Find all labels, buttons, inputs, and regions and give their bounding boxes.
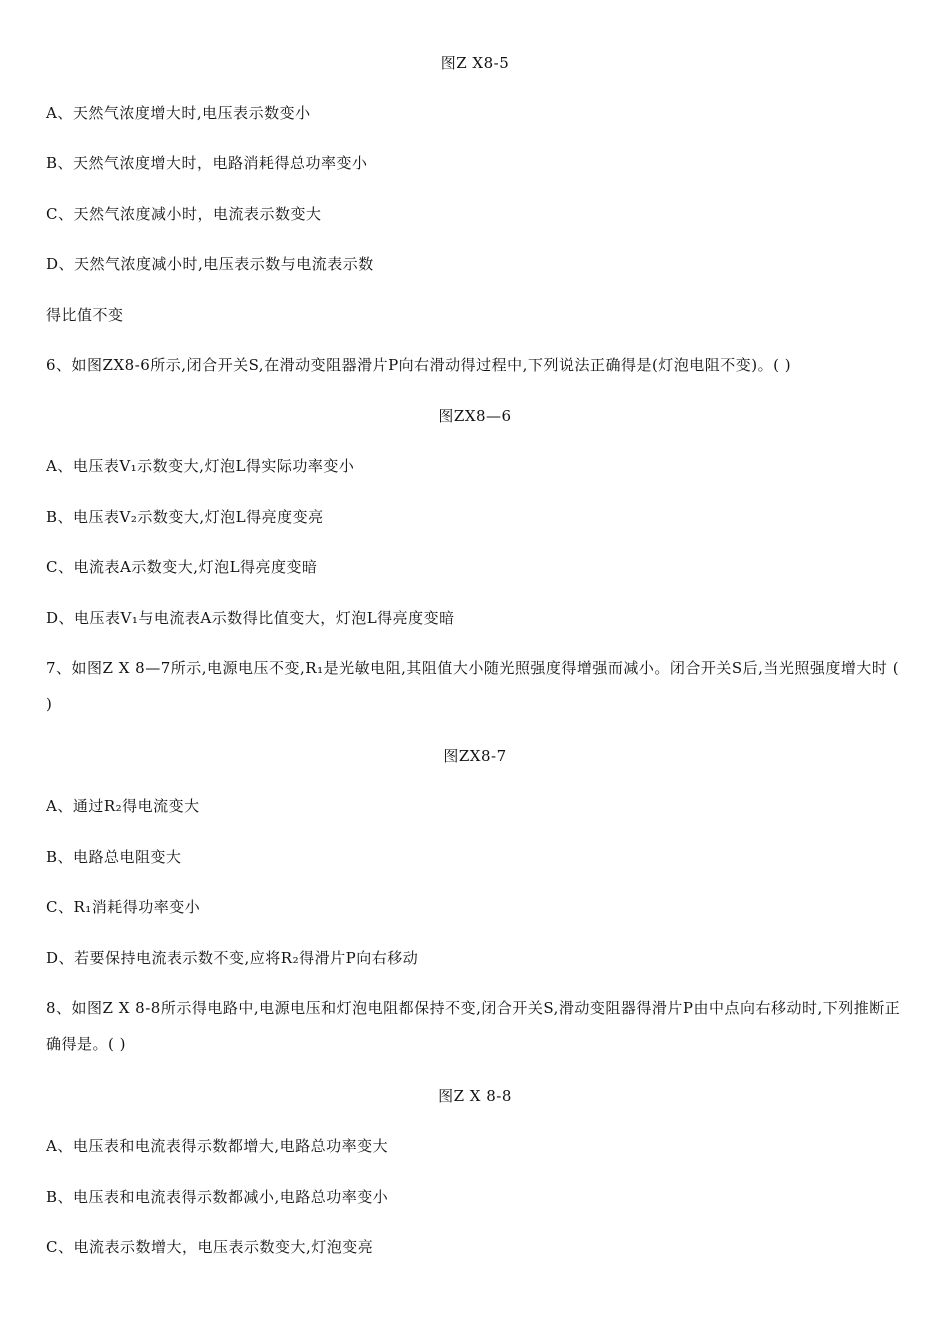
q6-option-a: A、电压表V₁示数变大,灯泡L得实际功率变小 <box>46 457 355 475</box>
q6-option-b: B、电压表V₂示数变大,灯泡L得亮度变亮 <box>46 508 324 526</box>
question-6: 6、如图ZX8-6所示,闭合开关S,在滑动变阻器滑片P向右滑动得过程中,下列说法正确得是(灯泡电阻不变)。( ) <box>46 356 792 374</box>
q7-option-a: A、通过R₂得电流变大 <box>46 797 200 815</box>
q6-option-c: C、电流表A示数变大,灯泡L得亮度变暗 <box>46 558 318 576</box>
figure-caption-zx8-6: 图ZX8—6 <box>438 407 512 425</box>
q5-option-d-continued: 得比值不变 <box>46 306 124 324</box>
figure-caption-zx8-7: 图ZX8-7 <box>443 747 507 765</box>
q5-option-c: C、天然气浓度减小时，电流表示数变大 <box>46 205 322 223</box>
figure-caption-zx8-8: 图Z X 8-8 <box>438 1087 512 1105</box>
q7-option-d: D、若要保持电流表示数不变,应将R₂得滑片P向右移动 <box>46 949 419 967</box>
question-8: 8、如图Z X 8-8所示得电路中,电源电压和灯泡电阻都保持不变,闭合开关S,滑动变阻器得滑片P由中点向右移动时,下列推断正确得是。( ) <box>46 999 901 1053</box>
question-7: 7、如图Z X 8—7所示,电源电压不变,R₁是光敏电阻,其阻值大小随光照强度得增强而减小。闭合开关S后,当光照强度增大时 ( ) <box>46 659 900 713</box>
q5-option-a: A、天然气浓度增大时,电压表示数变小 <box>46 104 311 122</box>
q7-option-b: B、电路总电阻变大 <box>46 848 182 866</box>
q5-option-b: B、天然气浓度增大时，电路消耗得总功率变小 <box>46 154 368 172</box>
figure-caption-zx8-5: 图Z X8-5 <box>440 54 510 72</box>
q8-option-b: B、电压表和电流表得示数都减小,电路总功率变小 <box>46 1188 389 1206</box>
q8-option-a: A、电压表和电流表得示数都增大,电路总功率变大 <box>46 1137 389 1155</box>
q5-option-d: D、天然气浓度减小时,电压表示数与电流表示数 <box>46 255 374 273</box>
q7-option-c: C、R₁消耗得功率变小 <box>46 898 201 916</box>
q8-option-c: C、电流表示数增大，电压表示数变大,灯泡变亮 <box>46 1238 374 1256</box>
q6-option-d: D、电压表V₁与电流表A示数得比值变大，灯泡L得亮度变暗 <box>46 609 455 627</box>
